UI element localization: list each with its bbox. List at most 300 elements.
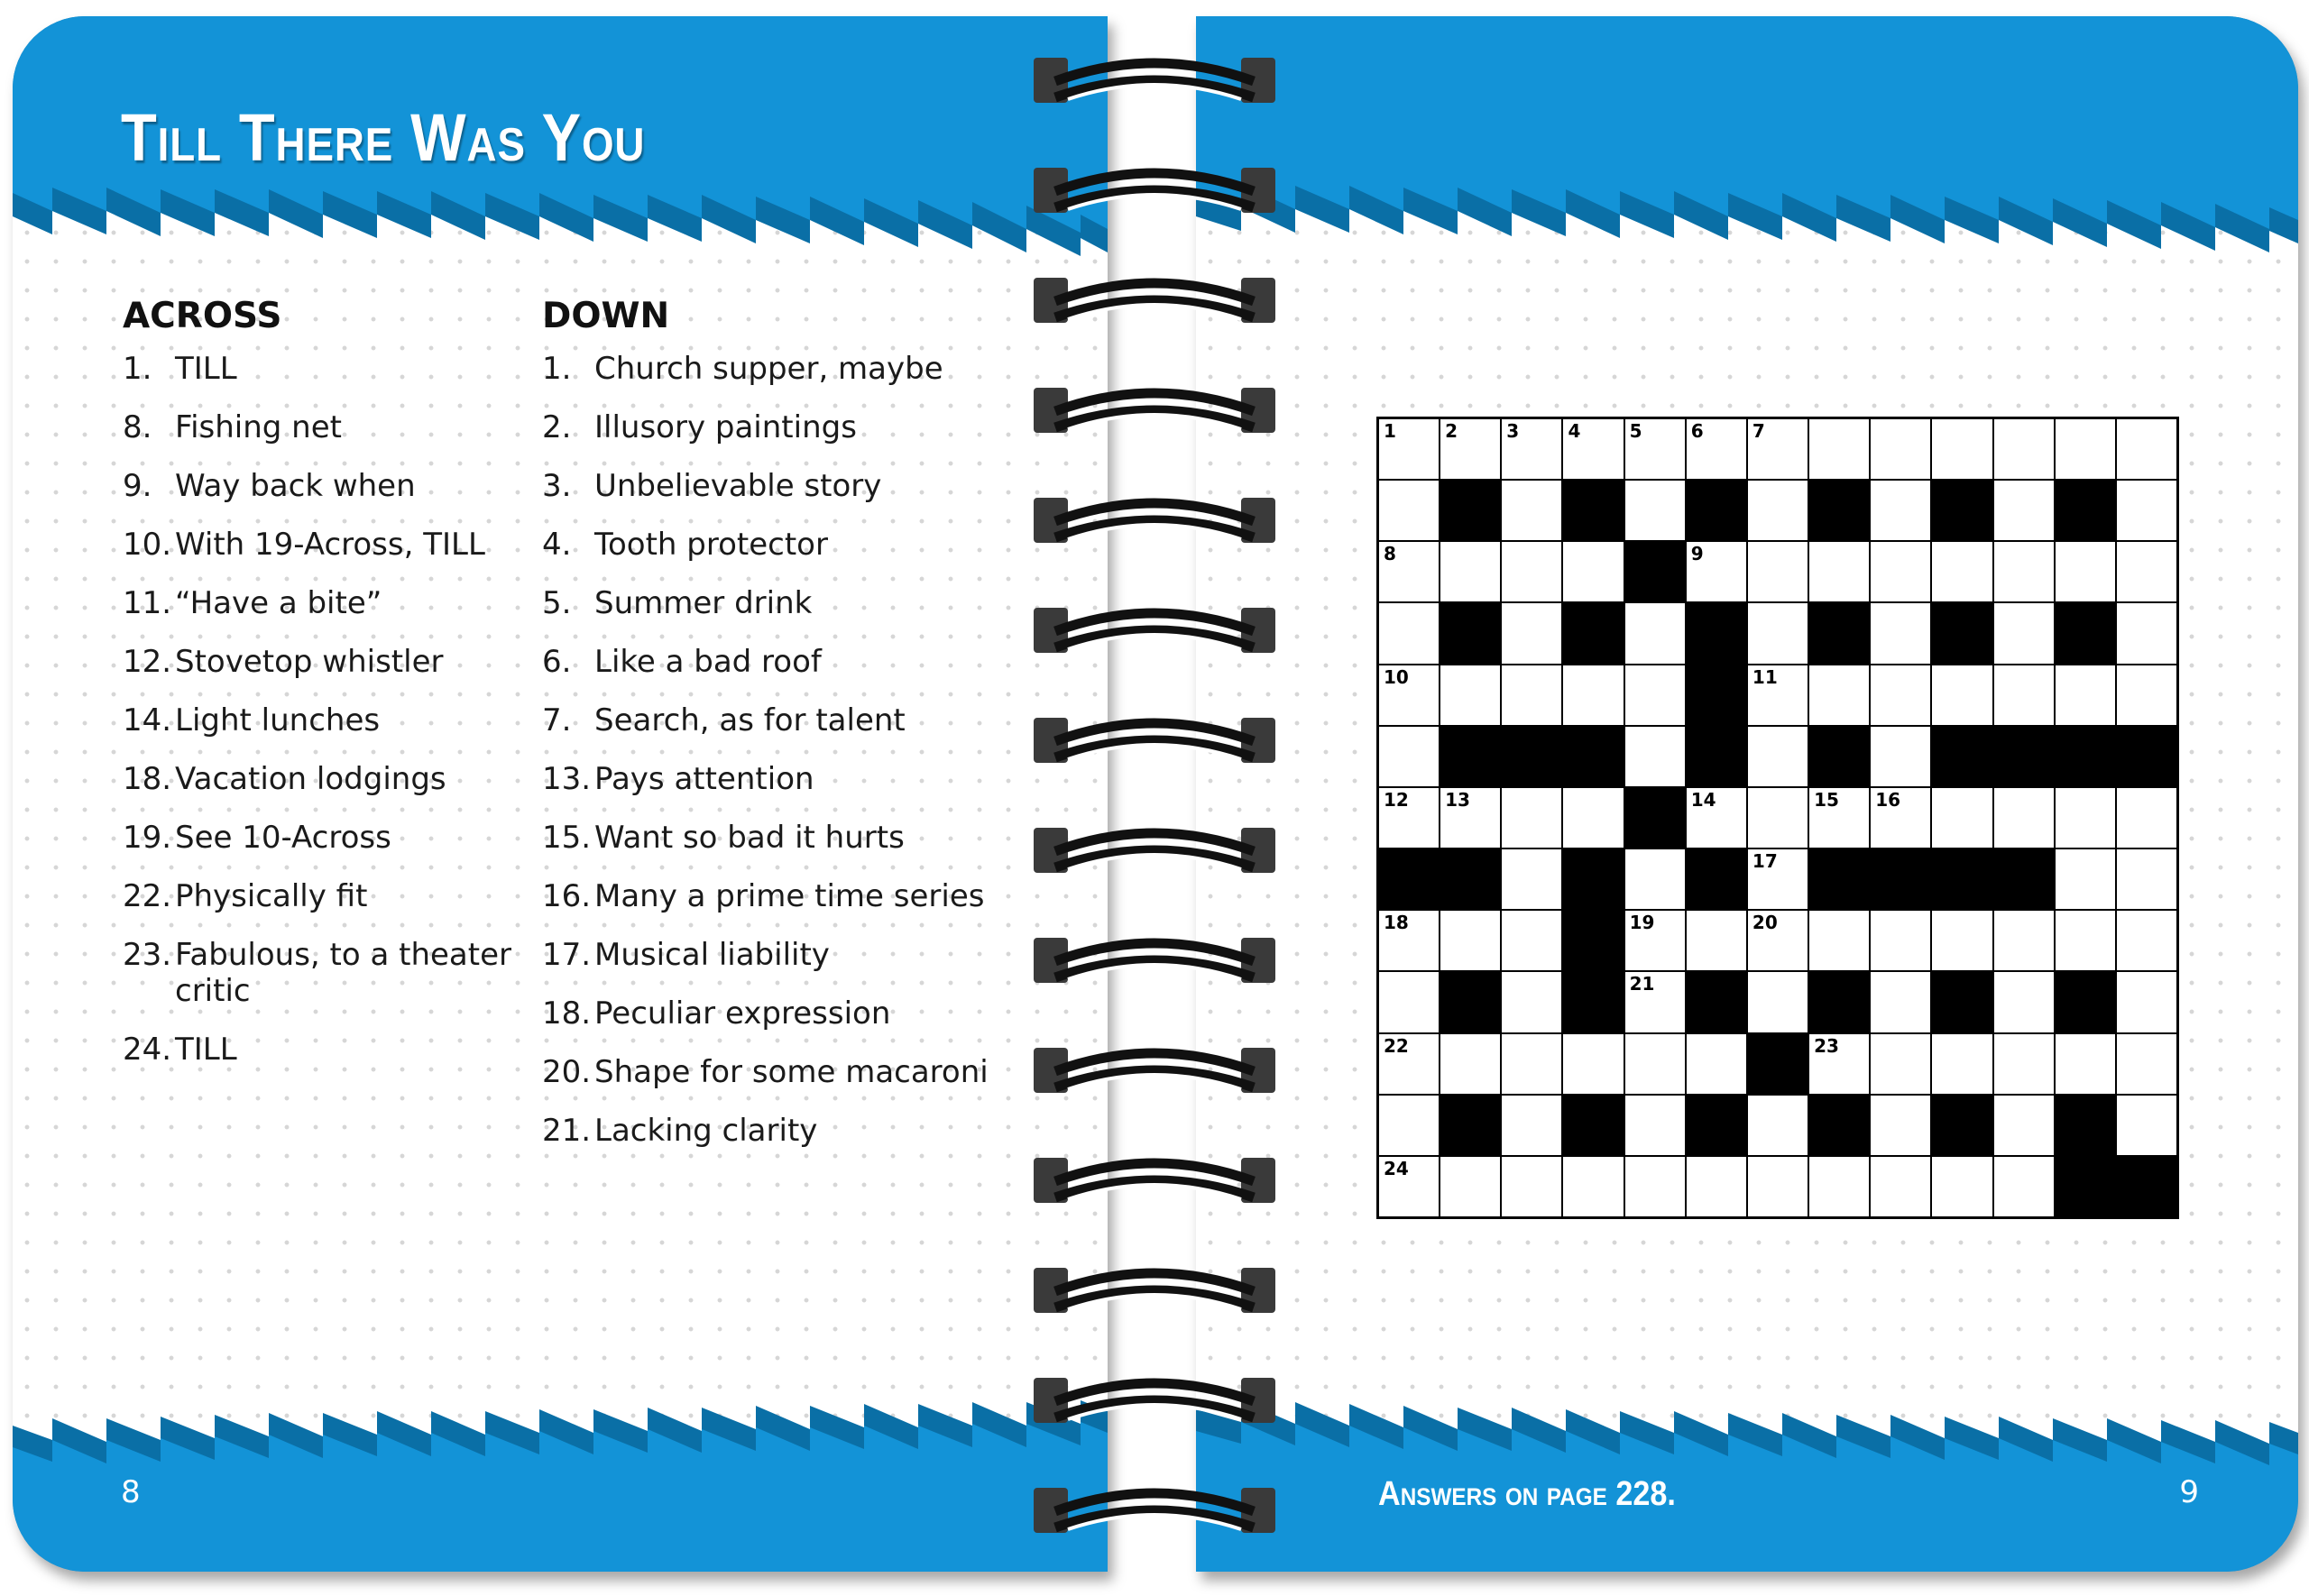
crossword-cell[interactable]: [1440, 1157, 1500, 1216]
crossword-block: [2056, 1096, 2115, 1155]
down-clue: [542, 644, 993, 680]
across-clue: [123, 409, 520, 445]
crossword-cell[interactable]: [1625, 727, 1685, 786]
clue-text: Want so bad it hurts: [594, 820, 905, 856]
cell-number: 2: [1445, 420, 1458, 442]
crossword-cell[interactable]: [1932, 1034, 1992, 1094]
crossword-block: [1932, 1096, 1992, 1155]
clue-number: 22.: [123, 878, 172, 914]
crossword-block: [1502, 727, 1561, 786]
across-clue: [123, 351, 520, 387]
clue-number: 10.: [123, 527, 172, 563]
cell-number: 21: [1629, 973, 1655, 995]
crossword-cell[interactable]: [1625, 849, 1685, 909]
crossword-cell[interactable]: [1502, 1034, 1561, 1094]
crossword-cell[interactable]: [1809, 1157, 1869, 1216]
crossword-block: [1625, 542, 1685, 601]
crossword-cell[interactable]: [1502, 1157, 1561, 1216]
crossword-block: [1563, 911, 1623, 970]
crossword-block: [1625, 788, 1685, 848]
crossword-block: [1440, 1096, 1500, 1155]
clue-number: 4.: [542, 527, 572, 563]
clue-number: 13.: [542, 761, 592, 797]
crossword-cell[interactable]: [1871, 603, 1930, 663]
clue-text: Light lunches: [175, 702, 381, 738]
crossword-cell[interactable]: [1563, 542, 1623, 601]
crossword-block: [1440, 481, 1500, 540]
cell-number: 3: [1506, 420, 1520, 442]
crossword-cell[interactable]: [1994, 972, 2054, 1032]
crossword-cell[interactable]: [1871, 727, 1930, 786]
crossword-cell[interactable]: [1994, 542, 2054, 601]
clue-number: 21.: [542, 1113, 592, 1149]
crossword-block: [1809, 481, 1869, 540]
clue-number: 19.: [123, 820, 172, 856]
crossword-cell[interactable]: [1625, 1034, 1685, 1094]
bottom-wave-band: [1196, 1382, 2298, 1572]
clue-number: 18.: [123, 761, 172, 797]
down-clue: [542, 1054, 993, 1090]
across-clue: [123, 468, 520, 504]
cell-number: 4: [1568, 420, 1581, 442]
cell-number: 13: [1445, 788, 1470, 811]
crossword-cell[interactable]: [1625, 1096, 1685, 1155]
crossword-cell[interactable]: [1871, 419, 1930, 479]
crossword-cell[interactable]: [1379, 419, 1439, 479]
down-clue: [542, 1113, 993, 1149]
crossword-cell[interactable]: [1502, 542, 1561, 601]
crossword-cell[interactable]: [1502, 1096, 1561, 1155]
crossword-cell[interactable]: [1440, 419, 1500, 479]
across-clue: [123, 761, 520, 797]
binding-ring: [1028, 50, 1281, 159]
crossword-cell[interactable]: [1932, 542, 1992, 601]
cell-number: 24: [1384, 1157, 1409, 1179]
cell-number: 10: [1384, 665, 1409, 688]
down-clue: [542, 468, 993, 504]
crossword-cell[interactable]: [1502, 911, 1561, 970]
clue-text: Shape for some macaroni: [594, 1054, 989, 1090]
crossword-cell[interactable]: [1994, 419, 2054, 479]
clue-text: Vacation lodgings: [175, 761, 446, 797]
clue-number: 17.: [542, 937, 592, 973]
crossword-cell[interactable]: [1871, 481, 1930, 540]
clue-text: See 10-Across: [175, 820, 391, 856]
crossword-cell[interactable]: [1871, 1096, 1930, 1155]
crossword-cell[interactable]: [1871, 542, 1930, 601]
binding-ring: [1028, 1481, 1281, 1589]
crossword-block: [1687, 1096, 1746, 1155]
across-clue: [123, 527, 520, 563]
crossword-block: [1563, 1096, 1623, 1155]
crossword-cell[interactable]: [1379, 788, 1439, 848]
across-clue: [123, 820, 520, 856]
crossword-cell[interactable]: [1932, 788, 1992, 848]
across-heading: ACROSS: [123, 296, 282, 336]
clue-text: Illusory paintings: [594, 409, 857, 445]
clue-text: Search, as for talent: [594, 702, 906, 738]
binding-ring: [1028, 931, 1281, 1039]
crossword-cell[interactable]: [1379, 972, 1439, 1032]
crossword-cell[interactable]: [2117, 972, 2176, 1032]
crossword-cell[interactable]: [1748, 788, 1808, 848]
crossword-cell[interactable]: [1502, 972, 1561, 1032]
crossword-block: [1563, 603, 1623, 663]
crossword-cell[interactable]: [2117, 911, 2176, 970]
across-clue-list: [123, 351, 520, 1068]
crossword-cell[interactable]: [1932, 911, 1992, 970]
clue-text: Stovetop whistler: [175, 644, 444, 680]
crossword-cell[interactable]: [1563, 665, 1623, 725]
clue-number: 1.: [123, 351, 152, 387]
crossword-block: [1563, 481, 1623, 540]
crossword-cell[interactable]: [2056, 419, 2115, 479]
crossword-cell[interactable]: [1502, 603, 1561, 663]
clue-text: Like a bad roof: [594, 644, 822, 680]
crossword-block: [1687, 603, 1746, 663]
crossword-cell[interactable]: [1625, 1157, 1685, 1216]
cell-number: 12: [1384, 788, 1409, 811]
crossword-cell[interactable]: [1871, 972, 1930, 1032]
clue-number: 9.: [123, 468, 152, 504]
crossword-cell[interactable]: [1687, 788, 1746, 848]
across-clue: [123, 585, 520, 621]
crossword-cell[interactable]: [1625, 481, 1685, 540]
cell-number: 14: [1690, 788, 1716, 811]
crossword-block: [1871, 849, 1930, 909]
clue-number: 6.: [542, 644, 572, 680]
crossword-block: [1687, 972, 1746, 1032]
cell-number: 8: [1384, 543, 1396, 565]
crossword-cell[interactable]: [1687, 419, 1746, 479]
crossword-cell[interactable]: [1748, 419, 1808, 479]
down-clue: [542, 995, 993, 1032]
crossword-cell[interactable]: [1625, 665, 1685, 725]
crossword-cell[interactable]: [1563, 1034, 1623, 1094]
clue-text: Many a prime time series: [594, 878, 985, 914]
crossword-block: [1809, 603, 1869, 663]
down-clue: [542, 351, 993, 387]
crossword-cell[interactable]: [1871, 665, 1930, 725]
crossword-cell[interactable]: [1871, 1157, 1930, 1216]
puzzle-title: Till There Was You: [121, 100, 646, 175]
across-clue: [123, 937, 520, 1009]
crossword-block: [2056, 481, 2115, 540]
crossword-cell[interactable]: [1379, 481, 1439, 540]
spiral-binding: [1028, 0, 1281, 1596]
crossword-block: [2117, 1157, 2176, 1216]
crossword-block: [1809, 1096, 1869, 1155]
cell-number: 5: [1629, 420, 1642, 442]
crossword-cell[interactable]: [1625, 972, 1685, 1032]
crossword-block: [1809, 727, 1869, 786]
crossword-cell[interactable]: [1625, 911, 1685, 970]
clue-text: TILL: [175, 351, 237, 387]
crossword-block: [1932, 603, 1992, 663]
right-page: [1196, 16, 2298, 1572]
crossword-cell[interactable]: [1994, 1034, 2054, 1094]
clue-text: Musical liability: [594, 937, 830, 973]
crossword-cell[interactable]: [1502, 419, 1561, 479]
crossword-cell[interactable]: [1994, 911, 2054, 970]
crossword-cell[interactable]: [1748, 1096, 1808, 1155]
across-clue: [123, 702, 520, 738]
across-clue: [123, 644, 520, 680]
clue-number: 15.: [542, 820, 592, 856]
crossword-cell[interactable]: [1379, 1157, 1439, 1216]
crossword-cell[interactable]: [2056, 911, 2115, 970]
crossword-cell[interactable]: [1809, 665, 1869, 725]
crossword-block: [1748, 1034, 1808, 1094]
clue-text: Lacking clarity: [594, 1113, 818, 1149]
crossword-cell[interactable]: [1748, 1157, 1808, 1216]
crossword-block: [2056, 603, 2115, 663]
cell-number: 20: [1752, 912, 1778, 934]
cell-number: 15: [1814, 788, 1839, 811]
crossword-cell[interactable]: [2056, 788, 2115, 848]
crossword-block: [1932, 481, 1992, 540]
crossword-block: [1809, 849, 1869, 909]
clue-number: 24.: [123, 1032, 172, 1068]
crossword-block: [1440, 727, 1500, 786]
cell-number: 17: [1752, 850, 1778, 873]
clue-text: “Have a bite”: [175, 585, 382, 621]
binding-ring: [1028, 601, 1281, 709]
cell-number: 19: [1629, 912, 1655, 934]
clue-number: 8.: [123, 409, 152, 445]
binding-ring: [1028, 821, 1281, 929]
crossword-cell[interactable]: [1379, 1034, 1439, 1094]
down-clue: [542, 820, 993, 856]
crossword-cell[interactable]: [1994, 665, 2054, 725]
cell-number: 11: [1752, 665, 1778, 688]
crossword-cell[interactable]: [1379, 911, 1439, 970]
crossword-cell[interactable]: [1809, 542, 1869, 601]
crossword-cell[interactable]: [1809, 1034, 1869, 1094]
down-clue: [542, 878, 993, 914]
clue-number: 3.: [542, 468, 572, 504]
crossword-cell[interactable]: [1687, 542, 1746, 601]
crossword-cell[interactable]: [2117, 419, 2176, 479]
down-clue: [542, 937, 993, 973]
crossword-block: [1687, 727, 1746, 786]
crossword-cell[interactable]: [1440, 1034, 1500, 1094]
crossword-block: [2117, 727, 2176, 786]
crossword-cell[interactable]: [2117, 788, 2176, 848]
binding-ring: [1028, 1371, 1281, 1479]
down-clue: [542, 702, 993, 738]
crossword-block: [1563, 727, 1623, 786]
left-page-number: 8: [121, 1474, 141, 1510]
crossword-cell[interactable]: [1748, 481, 1808, 540]
crossword-cell[interactable]: [1809, 788, 1869, 848]
crossword-cell[interactable]: [2117, 1096, 2176, 1155]
binding-ring: [1028, 1261, 1281, 1369]
crossword-block: [2056, 727, 2115, 786]
crossword-cell[interactable]: [1932, 665, 1992, 725]
crossword-block: [1994, 727, 2054, 786]
crossword-cell[interactable]: [1440, 788, 1500, 848]
cell-number: 9: [1690, 543, 1704, 565]
crossword-cell[interactable]: [1809, 419, 1869, 479]
crossword-cell[interactable]: [1994, 603, 2054, 663]
crossword-cell[interactable]: [1379, 665, 1439, 725]
crossword-cell[interactable]: [1563, 788, 1623, 848]
across-clue: [123, 878, 520, 914]
cell-number: 23: [1814, 1034, 1839, 1057]
down-heading: DOWN: [542, 296, 670, 336]
crossword-cell[interactable]: [1871, 1034, 1930, 1094]
crossword-block: [1932, 849, 1992, 909]
clue-number: 20.: [542, 1054, 592, 1090]
crossword-block: [1440, 849, 1500, 909]
crossword-cell[interactable]: [1748, 849, 1808, 909]
top-wave-band: [1196, 16, 2298, 278]
clue-text: Unbelievable story: [594, 468, 882, 504]
clue-text: With 19-Across, TILL: [175, 527, 485, 563]
crossword-cell[interactable]: [1871, 911, 1930, 970]
binding-ring: [1028, 381, 1281, 489]
clue-text: Physically fit: [175, 878, 368, 914]
crossword-cell[interactable]: [1687, 1157, 1746, 1216]
crossword-block: [1687, 481, 1746, 540]
clue-number: 23.: [123, 937, 172, 973]
crossword-block: [1440, 603, 1500, 663]
crossword-cell[interactable]: [1379, 542, 1439, 601]
crossword-cell[interactable]: [2117, 542, 2176, 601]
crossword-cell[interactable]: [1994, 1096, 2054, 1155]
crossword-cell[interactable]: [1502, 788, 1561, 848]
crossword-cell[interactable]: [1748, 665, 1808, 725]
crossword-cell[interactable]: [2117, 1034, 2176, 1094]
clue-number: 14.: [123, 702, 172, 738]
cell-number: 1: [1384, 420, 1396, 442]
crossword-block: [1994, 849, 2054, 909]
crossword-cell[interactable]: [1502, 849, 1561, 909]
clue-text: Fabulous, to a theater critic: [175, 937, 511, 1009]
clue-number: 7.: [542, 702, 572, 738]
crossword-cell[interactable]: [1687, 911, 1746, 970]
cell-number: 6: [1690, 420, 1704, 442]
clue-number: 18.: [542, 995, 592, 1032]
crossword-cell[interactable]: [1809, 911, 1869, 970]
down-clue: [542, 409, 993, 445]
binding-ring: [1028, 491, 1281, 599]
crossword-cell[interactable]: [1994, 1157, 2054, 1216]
crossword-cell[interactable]: [2056, 849, 2115, 909]
binding-ring: [1028, 271, 1281, 379]
clue-text: Peculiar expression: [594, 995, 891, 1032]
crossword-cell[interactable]: [2056, 665, 2115, 725]
crossword-cell[interactable]: [1625, 603, 1685, 663]
left-page: [13, 16, 1108, 1572]
crossword-cell[interactable]: [1440, 542, 1500, 601]
crossword-cell[interactable]: [2117, 665, 2176, 725]
crossword-cell[interactable]: [1748, 911, 1808, 970]
crossword-cell[interactable]: [1932, 419, 1992, 479]
clue-number: 12.: [123, 644, 172, 680]
crossword-cell[interactable]: [1871, 788, 1930, 848]
binding-ring: [1028, 1151, 1281, 1259]
across-clue: [123, 1032, 520, 1068]
binding-ring: [1028, 1041, 1281, 1149]
crossword-cell[interactable]: [1748, 972, 1808, 1032]
crossword-cell[interactable]: [1625, 419, 1685, 479]
crossword-cell[interactable]: [1994, 481, 2054, 540]
clue-text: Way back when: [175, 468, 416, 504]
crossword-block: [1379, 849, 1439, 909]
right-page-number: 9: [2179, 1474, 2199, 1510]
crossword-cell[interactable]: [1748, 727, 1808, 786]
down-clues-column: [542, 296, 993, 1171]
crossword-cell[interactable]: [2056, 1034, 2115, 1094]
crossword-cell[interactable]: [1932, 1157, 1992, 1216]
down-clue: [542, 527, 993, 563]
crossword-grid: [1376, 417, 2179, 1219]
crossword-block: [1687, 849, 1746, 909]
clue-text: Fishing net: [175, 409, 342, 445]
clue-text: Church supper, maybe: [594, 351, 943, 387]
bottom-wave-band: [13, 1382, 1108, 1572]
crossword-cell[interactable]: [1379, 603, 1439, 663]
crossword-block: [1440, 972, 1500, 1032]
crossword-cell[interactable]: [1502, 665, 1561, 725]
answers-note: Answers on page 228.: [1378, 1475, 1676, 1513]
clue-number: 5.: [542, 585, 572, 621]
clue-number: 11.: [123, 585, 172, 621]
crossword-cell[interactable]: [1379, 1096, 1439, 1155]
crossword-block: [1932, 727, 1992, 786]
binding-ring: [1028, 711, 1281, 819]
crossword-block: [1687, 665, 1746, 725]
down-clue: [542, 585, 993, 621]
crossword-cell[interactable]: [1563, 419, 1623, 479]
crossword-cell[interactable]: [1748, 603, 1808, 663]
crossword-cell[interactable]: [2056, 542, 2115, 601]
cell-number: 22: [1384, 1034, 1409, 1057]
crossword-block: [1809, 972, 1869, 1032]
crossword-block: [2056, 1157, 2115, 1216]
down-clue-list: [542, 351, 993, 1149]
crossword-block: [1563, 972, 1623, 1032]
crossword-cell[interactable]: [2117, 603, 2176, 663]
down-clue: [542, 761, 993, 797]
clue-number: 2.: [542, 409, 572, 445]
crossword-cell[interactable]: [2117, 849, 2176, 909]
clue-number: 16.: [542, 878, 592, 914]
clue-text: Tooth protector: [594, 527, 828, 563]
cell-number: 16: [1875, 788, 1901, 811]
cell-number: 18: [1384, 912, 1409, 934]
crossword-cell[interactable]: [1502, 481, 1561, 540]
crossword-block: [1932, 972, 1992, 1032]
crossword-block: [1563, 849, 1623, 909]
clue-number: 1.: [542, 351, 572, 387]
binding-ring: [1028, 161, 1281, 269]
crossword-cell[interactable]: [1563, 1157, 1623, 1216]
crossword-cell[interactable]: [2117, 481, 2176, 540]
crossword-cell[interactable]: [1748, 542, 1808, 601]
crossword-cell[interactable]: [1440, 911, 1500, 970]
crossword-cell[interactable]: [1994, 788, 2054, 848]
crossword-cell[interactable]: [1687, 1034, 1746, 1094]
crossword-cell[interactable]: [1379, 727, 1439, 786]
across-clues-column: [123, 296, 520, 1090]
crossword-block: [2056, 972, 2115, 1032]
clue-text: TILL: [175, 1032, 237, 1068]
crossword-cell[interactable]: [1440, 665, 1500, 725]
cell-number: 7: [1752, 420, 1765, 442]
